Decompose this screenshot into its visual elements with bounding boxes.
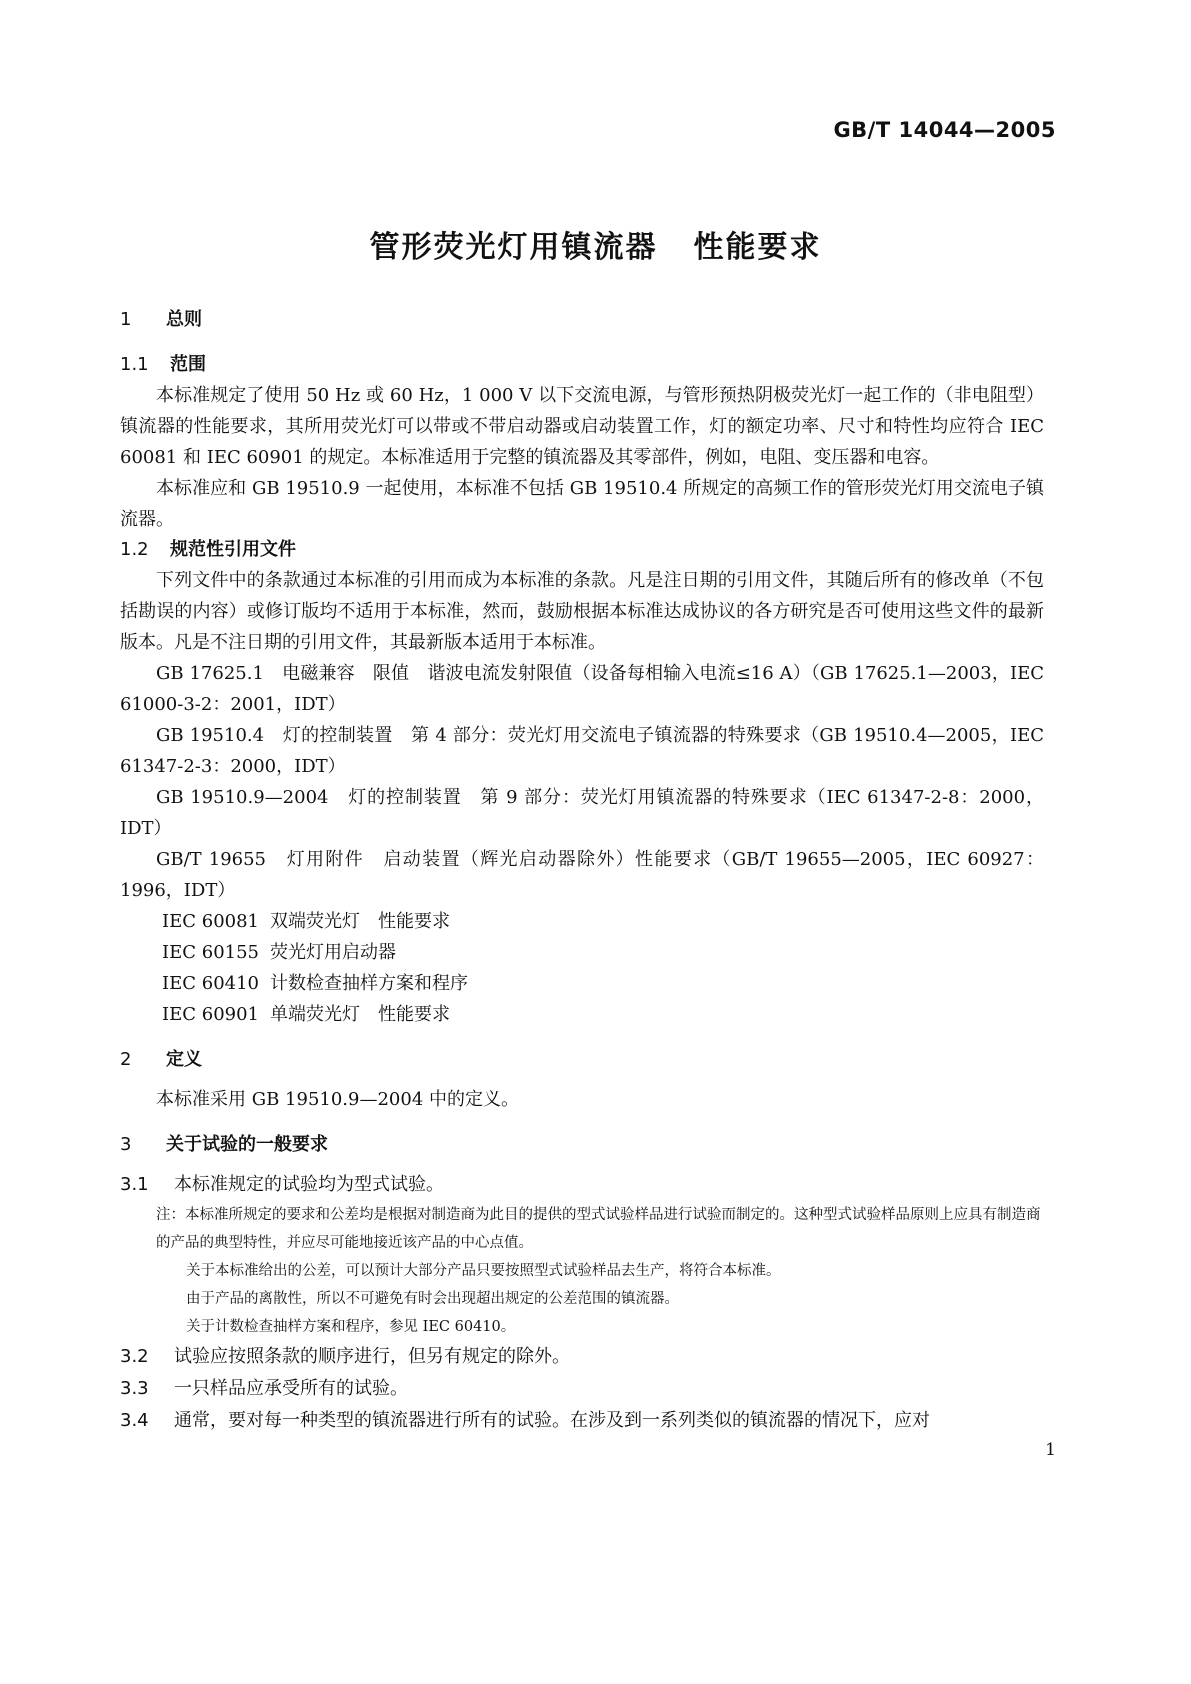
section-number: 1.1 [120,354,149,375]
clause-number: 3.2 [120,1346,149,1367]
reference-entry: GB 19510.9—2004 灯的控制装置 第 9 部分：荧光灯用镇流器的特殊要求（IEC 61347-2-8：2000，IDT） [120,787,1044,839]
clause-text: 通常，要对每一种类型的镇流器进行所有的试验。在涉及到一系列类似的镇流器的情况下，应对 [174,1410,930,1431]
section-title: 总则 [166,309,202,330]
page-number: 1 [1045,1440,1056,1460]
title-part-1: 管形荧光灯用镇流器 [369,230,658,265]
section-2-heading [120,1044,1044,1076]
iec-reference [120,968,1044,999]
reference-code: IEC 60410 [162,973,260,994]
note-line: 关于计数检查抽样方案和程序，参见 IEC 60410。 [186,1319,516,1335]
paragraph: 本标准采用 GB 19510.9—2004 中的定义。 [156,1089,520,1110]
note-line: 关于本标准给出的公差，可以预计大部分产品只要按照型式试验样品去生产，将符合本标准。 [186,1263,781,1279]
reference-code: IEC 60155 [162,942,260,963]
document-body [120,304,1044,1437]
standard-code: GB/T 14044—2005 [833,118,1056,142]
clause-3-4 [120,1405,1044,1437]
clause-number: 3.3 [120,1378,149,1399]
clause-text: 本标准规定的试验均为型式试验。 [174,1174,444,1195]
reference-entry: GB 17625.1 电磁兼容 限值 谐波电流发射限值（设备每相输入电流≤16 A）（GB 17625.1—2003，IEC 61000-3-2：2001，IDT） [120,663,1044,715]
section-1-1-heading [120,350,1044,380]
clause-text: 一只样品应承受所有的试验。 [174,1378,408,1399]
reference-code: IEC 60081 [162,911,260,932]
section-title: 规范性引用文件 [170,539,296,560]
reference-title: 双端荧光灯 性能要求 [270,911,450,932]
clause-3-1 [120,1169,1044,1201]
section-number: 3 [120,1134,132,1155]
reference-entry: GB/T 19655 灯用附件 启动装置（辉光启动器除外）性能要求（GB/T 19655—2005，IEC 60927：1996，IDT） [120,849,1044,901]
reference-title: 计数检查抽样方案和程序 [270,973,468,994]
reference-entry: GB 19510.4 灯的控制装置 第 4 部分：荧光灯用交流电子镇流器的特殊要求（GB 19510.4—2005，IEC 61347-2-3：2000，IDT） [120,725,1044,777]
reference-code: IEC 60901 [162,1004,260,1025]
section-number: 2 [120,1049,132,1070]
note: 注：本标准所规定的要求和公差均是根据对制造商为此目的提供的型式试验样品进行试验而制定的。这种型式试验样品原则上应具有制造商的产品的典型特性，并应尽可能地接近该产品的中心点值。 [156,1207,1041,1251]
clause-3-2 [120,1341,1044,1373]
section-number: 1 [120,309,132,330]
reference-title: 荧光灯用启动器 [270,942,396,963]
clause-number: 3.4 [120,1410,149,1431]
clause-3-3 [120,1373,1044,1405]
section-title: 关于试验的一般要求 [166,1134,328,1155]
clause-number: 3.1 [120,1174,149,1195]
iec-reference [120,906,1044,937]
section-1-2-heading [120,535,1044,565]
note-line: 由于产品的离散性，所以不可避免有时会出现超出规定的公差范围的镇流器。 [186,1291,679,1307]
reference-title: 单端荧光灯 性能要求 [270,1004,450,1025]
section-number: 1.2 [120,539,149,560]
section-title: 定义 [166,1049,202,1070]
paragraph: 本标准应和 GB 19510.9 一起使用，本标准不包括 GB 19510.4 所规定的高频工作的管形荧光灯用交流电子镇流器。 [120,478,1044,530]
iec-reference [120,999,1044,1030]
paragraph: 本标准规定了使用 50 Hz 或 60 Hz，1 000 V 以下交流电源，与管形预热阴极荧光灯一起工作的（非电阻型）镇流器的性能要求，其所用荧光灯可以带或不带启动器或启动装置工作，灯的额定功率、尺寸和特性均应符合 IEC 60081 和 IEC 60901 的规定。本标准适用于完整的镇流器及其零部件，例如，电阻、变压器和电容。 [120,385,1044,468]
section-title: 范围 [170,354,206,375]
paragraph: 下列文件中的条款通过本标准的引用而成为本标准的条款。凡是注日期的引用文件，其随后所有的修改单（不包括勘误的内容）或修订版均不适用于本标准，然而，鼓励根据本标准达成协议的各方研究是否可使用这些文件的最新版本。凡是不注日期的引用文件，其最新版本适用于本标准。 [120,570,1044,653]
clause-text: 试验应按照条款的顺序进行，但另有规定的除外。 [174,1346,570,1367]
document-title [0,222,1191,266]
section-3-heading [120,1129,1044,1161]
iec-reference [120,937,1044,968]
title-part-2: 性能要求 [693,230,822,265]
section-1-heading [120,304,1044,336]
